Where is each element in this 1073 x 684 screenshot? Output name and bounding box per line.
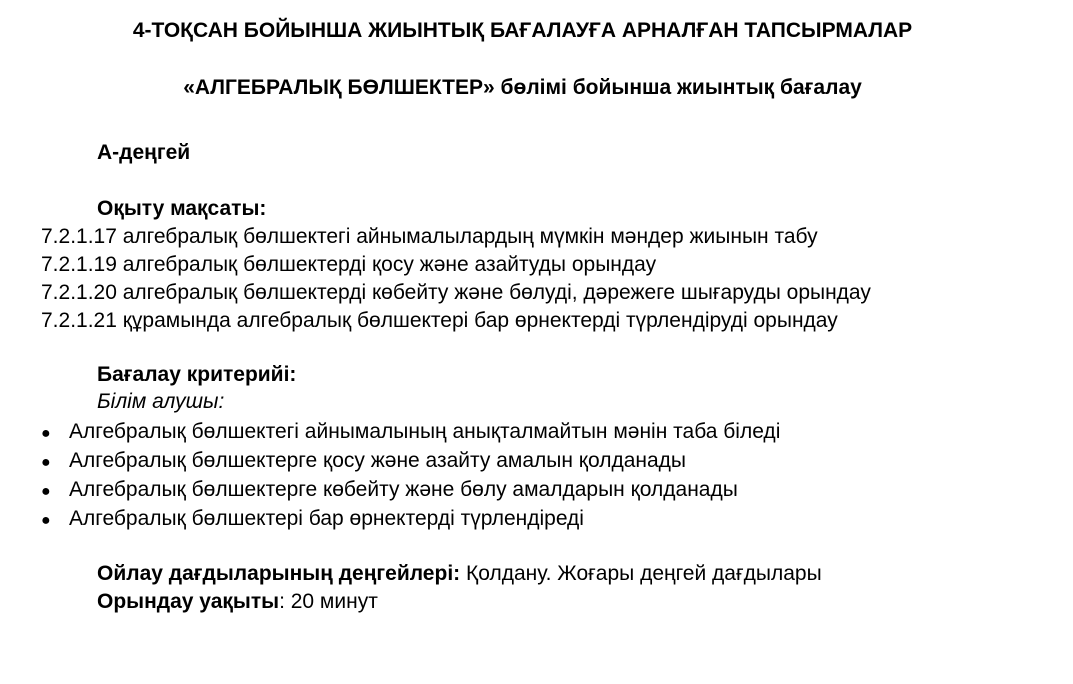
criteria-item bbox=[41, 447, 686, 477]
objectives-heading: Оқыту мақсаты: bbox=[97, 197, 267, 220]
criteria-heading: Бағалау критерийі: bbox=[97, 363, 297, 386]
bullet-icon: ● bbox=[41, 425, 51, 442]
criteria-item-text: Алгебралық бөлшектері бар өрнектерді түрлендіреді bbox=[69, 507, 584, 530]
criteria-item-text: Алгебралық бөлшектерге көбейту және бөлу амалдарын қолданады bbox=[69, 478, 738, 501]
criteria-item bbox=[41, 505, 584, 535]
criteria-item-text: Алгебралық бөлшектерге қосу және азайту амалын қолданады bbox=[69, 449, 687, 472]
objective-item: 7.2.1.21 құрамында алгебралық бөлшектері бар өрнектерді түрлендіруді орындау bbox=[41, 309, 838, 332]
document-title: 4-ТОҚСАН БОЙЫНША ЖИЫНТЫҚ БАҒАЛАУҒА АРНАЛҒАН ТАПСЫРМАЛАР bbox=[132, 19, 913, 42]
criteria-item-text: Алгебралық бөлшектегі айнымалының анықталмайтын мәнін таба біледі bbox=[69, 420, 781, 443]
thinking-levels-value: Қолдану. Жоғары деңгей дағдылары bbox=[460, 562, 822, 585]
duration-label: Орындау уақыты bbox=[97, 590, 280, 613]
document-subtitle: «АЛГЕБРАЛЫҚ БӨЛШЕКТЕР» бөлімі бойынша жиынтық бағалау bbox=[183, 76, 862, 99]
bullet-icon: ● bbox=[41, 454, 51, 471]
duration bbox=[97, 588, 378, 616]
bullet-icon: ● bbox=[41, 483, 51, 500]
level-heading: А-деңгей bbox=[97, 141, 191, 164]
objective-item: 7.2.1.19 алгебралық бөлшектерді қосу және азайтуды орындау bbox=[41, 253, 657, 276]
objective-item: 7.2.1.20 алгебралық бөлшектерді көбейту және бөлуді, дәрежеге шығаруды орындау bbox=[41, 281, 871, 304]
criteria-subheading: Білім алушы: bbox=[97, 390, 225, 413]
bullet-icon: ● bbox=[41, 512, 51, 529]
objective-item: 7.2.1.17 алгебралық бөлшектегі айнымалылардың мүмкін мәндер жиынын табу bbox=[41, 225, 818, 248]
duration-value: : 20 минут bbox=[279, 590, 378, 613]
thinking-levels-label: Ойлау дағдыларының деңгейлері: bbox=[97, 562, 461, 585]
criteria-item bbox=[41, 418, 780, 448]
thinking-levels bbox=[97, 560, 822, 588]
criteria-item bbox=[41, 476, 738, 506]
